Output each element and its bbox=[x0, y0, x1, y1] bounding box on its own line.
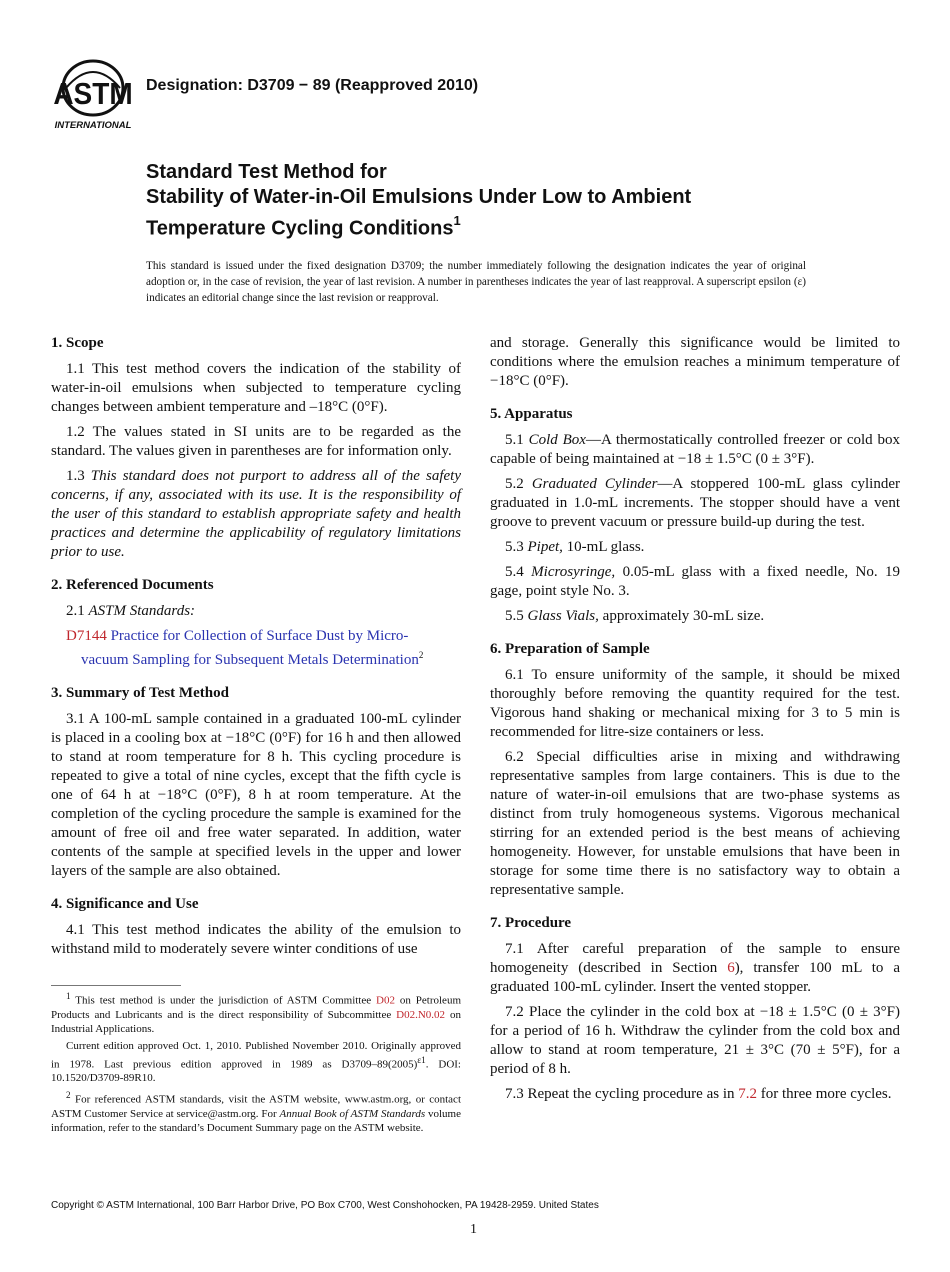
title-footnote-mark: 1 bbox=[453, 213, 461, 228]
section-2-heading: 2. Referenced Documents bbox=[51, 577, 214, 593]
para-5-2-text: —A stoppered 100-mL glass cylinder graduated in 1.0-mL increments. The stopper should have a vent groove to prevent vacuum or pressure build-up during the test. bbox=[490, 476, 900, 530]
para-5-2-term: Graduated Cylinder bbox=[531, 476, 658, 492]
para-5-1 bbox=[490, 431, 900, 469]
para-5-4-text: 0.05-mL glass with a fixed needle, No. 19 gage, point style No. 3. bbox=[490, 564, 901, 599]
footnote-divider bbox=[51, 985, 181, 986]
section-7-2-link[interactable]: 7.2 bbox=[738, 1086, 757, 1102]
para-5-1-text: —A thermostatically controlled freezer or cold box capable of being maintained at −18 ± 1.5°C (0 ± 3°F). bbox=[490, 432, 901, 467]
footnote-2-mark: 2 bbox=[66, 1090, 71, 1101]
para-7-3-text-a: 7.3 Repeat the cycling procedure as in bbox=[505, 1086, 739, 1102]
para-4-1: 4.1 This test method indicates the ability of the emulsion to withstand mild to moderately severe winter conditions of use bbox=[51, 922, 461, 957]
footnote-1-text-a: This test method is under the jurisdiction of ASTM Committee bbox=[70, 994, 377, 1007]
footnote-1-text-c: on Industrial Applications. bbox=[51, 1008, 462, 1035]
footnote-2-text-a: For referenced ASTM standards, visit the ASTM website, www.astm.org, or contact ASTM Customer Service at service@astm.org. For bbox=[51, 1093, 461, 1120]
para-1-2: 1.2 The values stated in SI units are to be regarded as the standard. The values given in parentheses are for information only. bbox=[51, 424, 461, 459]
astm-international-logo bbox=[52, 58, 134, 130]
para-7-1-text-a: 7.1 After careful preparation of the sample to ensure homogeneity (described in Section bbox=[490, 941, 900, 976]
footnote-2 bbox=[51, 1088, 461, 1135]
para-5-4-term: Microsyringe, bbox=[531, 564, 616, 580]
footnote-1 bbox=[51, 989, 461, 1036]
para-5-2-number: 5.2 bbox=[505, 476, 532, 492]
para-5-3-number: 5.3 bbox=[505, 539, 528, 555]
section-7-heading: 7. Procedure bbox=[490, 915, 572, 931]
para-5-5-text: approximately 30-mL size. bbox=[598, 608, 765, 624]
section-6-heading: 6. Preparation of Sample bbox=[490, 641, 650, 657]
title-line-2: Stability of Water-in-Oil Emulsions Under Low to Ambient bbox=[146, 186, 692, 208]
footnote-1-text-b: on Petroleum Products and Lubricants and is the direct responsibility of Subcommittee bbox=[51, 994, 461, 1021]
para-5-3-text: 10-mL glass. bbox=[562, 539, 645, 555]
page-number: 1 bbox=[470, 1222, 477, 1237]
para-7-3-text-b: for three more cycles. bbox=[757, 1086, 892, 1102]
ref-code-link[interactable]: D7144 bbox=[66, 628, 107, 644]
preamble: This standard is issued under the fixed designation D3709; the number immediately following the designation indicates the year of original adoption or, in the case of revision, the year of last revision. A number in parentheses indicates the year of last reapproval. A superscript epsilon (ε) indicates an editorial change since the last revision or reapproval. bbox=[146, 260, 806, 304]
para-5-3-term: Pipet, bbox=[527, 539, 563, 555]
para-5-5-number: 5.5 bbox=[505, 608, 528, 624]
para-3-1: 3.1 A 100-mL sample contained in a graduated 100-mL cylinder is placed in a cooling box at −18°C (0°F) for 16 h and then allowed to stand at room temperature for 8 h. This cycling procedure is repeated to give a total of nine cycles, except that the fifth cycle is one of 64 h at −18°C (0°F), 8 h at room temperature. At the completion of the cycling procedure the sample is examined for the amount of free oil and free water separated. In addition, water contents of the sample at specified levels in the upper and lower layers of the sample are also obtained. bbox=[51, 711, 461, 879]
para-5-5 bbox=[490, 607, 900, 626]
para-1-3 bbox=[51, 467, 461, 562]
footnotes bbox=[51, 989, 461, 1138]
ref-title-link-a[interactable]: Practice for Collection of Surface Dust by Micro- bbox=[106, 628, 409, 644]
section-1-heading: 1. Scope bbox=[51, 335, 104, 351]
para-5-3 bbox=[490, 538, 900, 557]
footnote-2-italic: Annual Book of ASTM Standards bbox=[279, 1107, 426, 1120]
para-6-1: 6.1 To ensure uniformity of the sample, it should be mixed thoroughly before removing the quantity required for the test. Vigorous hand shaking or mechanical mixing for 3 to 5 min is recommended for litre-size containers or less. bbox=[490, 667, 900, 740]
footnote-edition bbox=[51, 1039, 461, 1086]
designation: Designation: D3709 − 89 (Reapproved 2010) bbox=[146, 77, 479, 94]
para-5-4-number: 5.4 bbox=[505, 564, 532, 580]
footnote-1-mark: 1 bbox=[66, 991, 71, 1001]
edition-text-a: Current edition approved Oct. 1, 2010. Published November 2010. Originally approved in 1978. Last previous edition approved in 1989 as D3709–89(2005) bbox=[51, 1039, 461, 1071]
ref-footnote-mark: 2 bbox=[418, 650, 424, 660]
para-5-4 bbox=[490, 563, 900, 601]
committee-link[interactable]: D02 bbox=[376, 994, 395, 1007]
edition-epsilon: ε1 bbox=[417, 1054, 426, 1065]
edition-text-b: . DOI: 10.1520/D3709-89R10. bbox=[51, 1058, 461, 1085]
para-2-1 bbox=[51, 602, 461, 621]
right-column bbox=[490, 334, 900, 1110]
para-1-3-text: This standard does not purport to address all of the safety concerns, if any, associated with its use. It is the responsibility of the user of this standard to establish appropriate safety and health practices and determine the applicability of regulatory limitations prior to use. bbox=[51, 468, 461, 560]
para-5-2 bbox=[490, 475, 900, 532]
section-4-heading: 4. Significance and Use bbox=[51, 896, 199, 912]
para-7-3 bbox=[490, 1085, 900, 1104]
title-line-3 bbox=[146, 210, 846, 242]
para-5-1-term: Cold Box bbox=[528, 432, 586, 448]
document-title bbox=[146, 160, 846, 242]
para-1-3-number: 1.3 bbox=[66, 468, 91, 484]
left-column bbox=[51, 334, 461, 965]
para-5-1-number: 5.1 bbox=[505, 432, 529, 448]
footnote-2-text-b: volume information, refer to the standard’s Document Summary page on the ASTM website. bbox=[51, 1107, 461, 1134]
para-6-2: 6.2 Special difficulties arise in mixing and withdrawing representative samples from large containers. This is due to the nature of water-in-oil emulsions that are two-phase systems as distinct from truly homogeneous systems. Vigorous mechanical stirring for an extended period is the best means of achieving homogeneity. However, for unstable emulsions that have been in storage for some time there is no satisfactory way to obtain a representative sample. bbox=[490, 749, 900, 898]
para-7-2: 7.2 Place the cylinder in the cold box at −18 ± 1.5°C (0 ± 3°F) for a period of 16 h. Withdraw the cylinder from the cold box and allow to stand at room temperature, 21 ± 3°C (70 ± 5°F), for a period of 8 h. bbox=[490, 1004, 900, 1077]
ref-title-link-b[interactable]: vacuum Sampling for Subsequent Metals Determination bbox=[81, 652, 419, 668]
para-2-1-number: 2.1 bbox=[66, 603, 89, 619]
para-1-1: 1.1 This test method covers the indication of the stability of water-in-oil emulsions when subjected to temperature cycling changes between ambient temperature and –18°C (0°F). bbox=[51, 361, 461, 415]
subcommittee-link[interactable]: D02.N0.02 bbox=[396, 1008, 446, 1021]
para-2-1-label: ASTM Standards: bbox=[88, 603, 196, 619]
title-line-3-text: Temperature Cycling Conditions bbox=[146, 217, 454, 240]
para-5-5-term: Glass Vials, bbox=[527, 608, 599, 624]
logo-wordmark: ASTM bbox=[53, 76, 133, 112]
logo-subtitle: INTERNATIONAL bbox=[54, 120, 132, 130]
section-6-link[interactable]: 6 bbox=[727, 960, 735, 976]
para-4-1-continued: and storage. Generally this significance would be limited to conditions where the emulsion reaches a minimum temperature of −18°C (0°F). bbox=[490, 335, 900, 389]
para-7-1-text-b: ), transfer 100 mL to a graduated 100-mL cylinder. Insert the vented stopper. bbox=[490, 960, 900, 995]
para-7-1 bbox=[490, 940, 900, 997]
section-5-heading: 5. Apparatus bbox=[490, 406, 573, 422]
copyright-notice: Copyright © ASTM International, 100 Barr Harbor Drive, PO Box C700, West Conshohocken, PA 19428-2959. United States bbox=[51, 1200, 599, 1211]
section-3-heading: 3. Summary of Test Method bbox=[51, 685, 229, 701]
reference-entry bbox=[51, 627, 461, 670]
title-line-1: Standard Test Method for bbox=[146, 161, 387, 183]
